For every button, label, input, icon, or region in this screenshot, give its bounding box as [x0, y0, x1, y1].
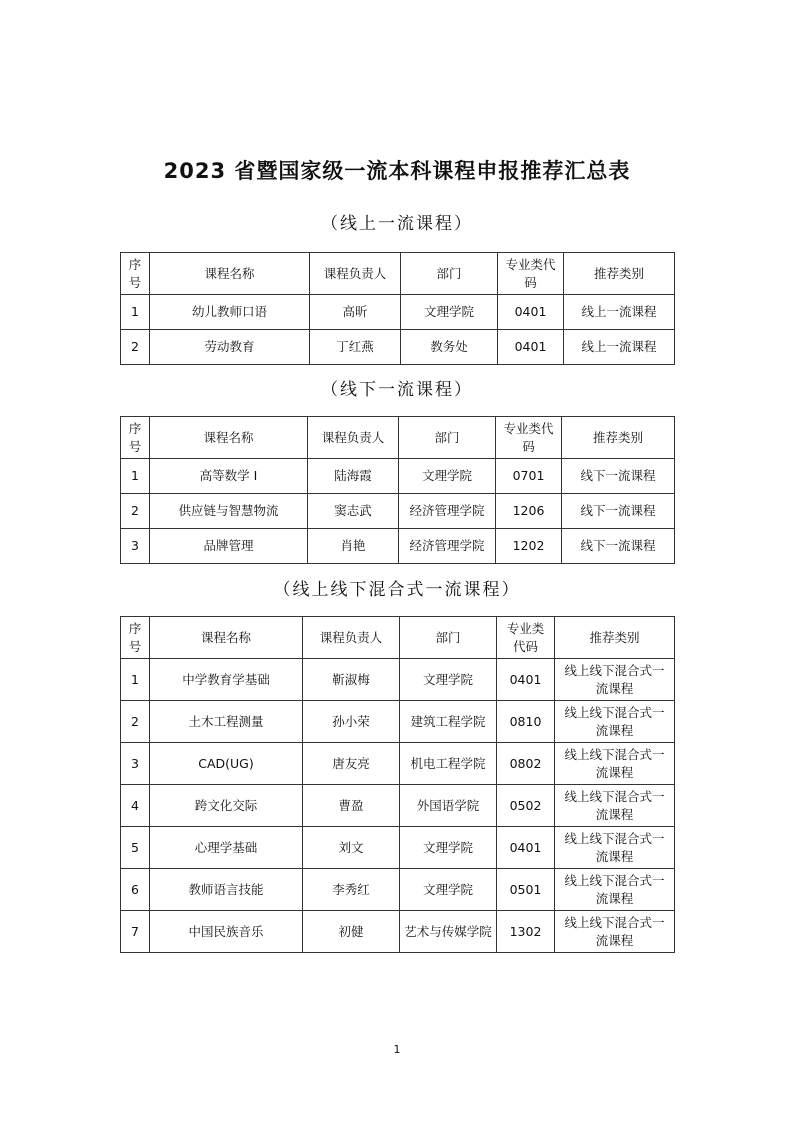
cell-course-lead: 高昕 [310, 295, 401, 330]
table-row [121, 701, 675, 743]
cell-category: 线上线下混合式一流课程 [555, 827, 675, 869]
section-subtitle-offline: （线下一流课程） [321, 380, 473, 400]
header-department: 部门 [400, 617, 497, 659]
cell-major-code: 0810 [497, 701, 555, 743]
cell-department: 建筑工程学院 [400, 701, 497, 743]
cell-category: 线下一流课程 [562, 529, 675, 564]
cell-course-lead: 唐友亮 [303, 743, 400, 785]
section-subtitle-online: （线上一流课程） [321, 214, 473, 234]
cell-major-code: 0401 [497, 659, 555, 701]
header-major-code: 专业类代码 [498, 253, 564, 295]
cell-major-code: 0401 [498, 330, 564, 365]
cell-course-lead: 孙小荣 [303, 701, 400, 743]
cell-course-name: 土木工程测量 [150, 701, 303, 743]
cell-index: 2 [121, 330, 150, 365]
cell-major-code: 0401 [497, 827, 555, 869]
table-row [121, 785, 675, 827]
header-index: 序号 [121, 253, 150, 295]
header-category: 推荐类别 [562, 417, 675, 459]
cell-department: 文理学院 [400, 827, 497, 869]
cell-course-name: 跨文化交际 [150, 785, 303, 827]
cell-course-name: 品牌管理 [150, 529, 308, 564]
table-offline [120, 416, 675, 564]
table-row [121, 827, 675, 869]
table-row [121, 459, 675, 494]
header-major-code: 专业类代码 [497, 617, 555, 659]
cell-category: 线上线下混合式一流课程 [555, 659, 675, 701]
cell-course-name: 劳动教育 [150, 330, 310, 365]
cell-index: 4 [121, 785, 150, 827]
cell-course-lead: 曹盈 [303, 785, 400, 827]
cell-course-name: 高等数学 I [150, 459, 308, 494]
page-title: 2023 省暨国家级一流本科课程申报推荐汇总表 [163, 159, 631, 183]
cell-index: 2 [121, 494, 150, 529]
header-course-name: 课程名称 [150, 253, 310, 295]
cell-course-lead: 陆海霞 [308, 459, 399, 494]
cell-course-name: 幼儿教师口语 [150, 295, 310, 330]
header-category: 推荐类别 [564, 253, 675, 295]
cell-major-code: 0501 [497, 869, 555, 911]
cell-category: 线上线下混合式一流课程 [555, 743, 675, 785]
cell-department: 经济管理学院 [399, 529, 496, 564]
table-row [121, 869, 675, 911]
cell-category: 线上一流课程 [564, 330, 675, 365]
cell-category: 线上线下混合式一流课程 [555, 785, 675, 827]
cell-course-name: 供应链与智慧物流 [150, 494, 308, 529]
header-course-name: 课程名称 [150, 617, 303, 659]
cell-department: 文理学院 [399, 459, 496, 494]
cell-major-code: 0802 [497, 743, 555, 785]
header-department: 部门 [399, 417, 496, 459]
cell-course-name: 心理学基础 [150, 827, 303, 869]
cell-department: 外国语学院 [400, 785, 497, 827]
table-row [121, 330, 675, 365]
section-subtitle-blended: （线上线下混合式一流课程） [273, 580, 521, 600]
header-index: 序号 [121, 617, 150, 659]
cell-course-lead: 丁红燕 [310, 330, 401, 365]
cell-department: 艺术与传媒学院 [400, 911, 497, 953]
table-row [121, 659, 675, 701]
cell-category: 线上一流课程 [564, 295, 675, 330]
header-course-lead: 课程负责人 [303, 617, 400, 659]
cell-course-lead: 窦志武 [308, 494, 399, 529]
header-category: 推荐类别 [555, 617, 675, 659]
table-blended [120, 616, 675, 953]
cell-major-code: 0401 [498, 295, 564, 330]
cell-category: 线下一流课程 [562, 459, 675, 494]
cell-category: 线下一流课程 [562, 494, 675, 529]
header-course-lead: 课程负责人 [308, 417, 399, 459]
table-header-row [121, 253, 675, 295]
cell-course-name: 中国民族音乐 [150, 911, 303, 953]
table-header-row [121, 617, 675, 659]
cell-major-code: 0502 [497, 785, 555, 827]
cell-course-lead: 肖艳 [308, 529, 399, 564]
cell-department: 文理学院 [400, 869, 497, 911]
table-row [121, 494, 675, 529]
cell-index: 3 [121, 743, 150, 785]
cell-category: 线上线下混合式一流课程 [555, 701, 675, 743]
table-row [121, 295, 675, 330]
table-row [121, 911, 675, 953]
cell-course-name: 教师语言技能 [150, 869, 303, 911]
cell-department: 文理学院 [401, 295, 498, 330]
cell-category: 线上线下混合式一流课程 [555, 911, 675, 953]
cell-major-code: 1202 [496, 529, 562, 564]
cell-major-code: 1206 [496, 494, 562, 529]
cell-course-name: 中学教育学基础 [150, 659, 303, 701]
cell-major-code: 0701 [496, 459, 562, 494]
cell-index: 1 [121, 659, 150, 701]
table-row [121, 743, 675, 785]
page-number: 1 [393, 1043, 401, 1056]
table-online [120, 252, 675, 365]
header-course-lead: 课程负责人 [310, 253, 401, 295]
header-department: 部门 [401, 253, 498, 295]
cell-department: 教务处 [401, 330, 498, 365]
cell-major-code: 1302 [497, 911, 555, 953]
cell-department: 经济管理学院 [399, 494, 496, 529]
cell-department: 机电工程学院 [400, 743, 497, 785]
cell-course-lead: 初健 [303, 911, 400, 953]
cell-index: 2 [121, 701, 150, 743]
cell-index: 6 [121, 869, 150, 911]
table-row [121, 529, 675, 564]
header-index: 序号 [121, 417, 150, 459]
cell-course-lead: 李秀红 [303, 869, 400, 911]
cell-index: 3 [121, 529, 150, 564]
cell-course-lead: 靳淑梅 [303, 659, 400, 701]
cell-category: 线上线下混合式一流课程 [555, 869, 675, 911]
cell-course-name: CAD(UG) [150, 743, 303, 785]
cell-index: 7 [121, 911, 150, 953]
cell-index: 5 [121, 827, 150, 869]
header-major-code: 专业类代码 [496, 417, 562, 459]
table-header-row [121, 417, 675, 459]
cell-department: 文理学院 [400, 659, 497, 701]
cell-index: 1 [121, 295, 150, 330]
cell-index: 1 [121, 459, 150, 494]
cell-course-lead: 刘文 [303, 827, 400, 869]
header-course-name: 课程名称 [150, 417, 308, 459]
